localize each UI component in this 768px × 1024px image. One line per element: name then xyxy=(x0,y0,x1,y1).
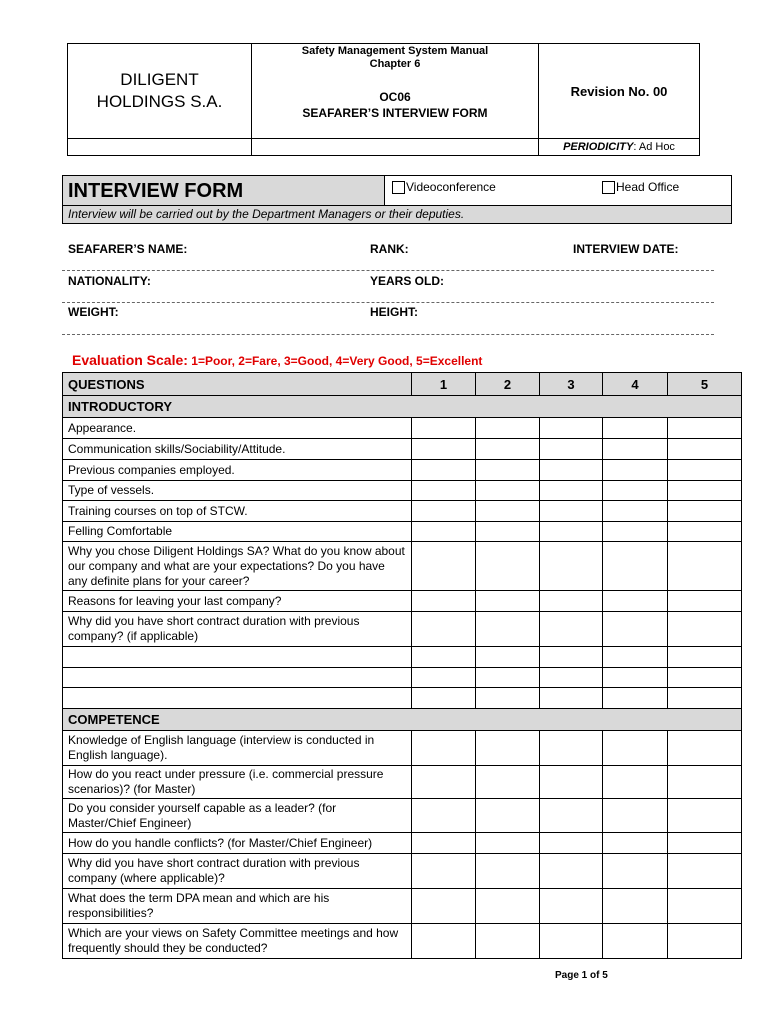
table-row xyxy=(63,460,742,481)
section-header-competence xyxy=(63,709,742,731)
score-cell-2[interactable] xyxy=(476,731,540,766)
question-text: Reasons for leaving your last company? xyxy=(63,591,412,612)
periodicity-value: : Ad Hoc xyxy=(633,141,675,153)
score-cell-5[interactable] xyxy=(668,766,742,799)
score-cell-3[interactable] xyxy=(540,501,603,522)
score-cell-1[interactable] xyxy=(412,668,476,688)
evaluation-scale xyxy=(72,352,482,370)
question-text: Appearance. xyxy=(63,418,412,439)
score-cell-2[interactable] xyxy=(476,854,540,889)
question-text: Training courses on top of STCW. xyxy=(63,501,412,522)
score-cell-5[interactable] xyxy=(668,833,742,854)
score-cell-5[interactable] xyxy=(668,522,742,542)
score-cell-4[interactable] xyxy=(603,799,668,833)
score-cell-3[interactable] xyxy=(540,542,603,591)
field-divider xyxy=(62,270,714,271)
score-cell-4[interactable] xyxy=(603,418,668,439)
score-cell-5[interactable] xyxy=(668,668,742,688)
periodicity-label: PERIODICITY xyxy=(563,141,634,153)
score-cell-4[interactable] xyxy=(603,688,668,709)
score-header-4: 4 xyxy=(603,373,668,396)
score-cell-2[interactable] xyxy=(476,418,540,439)
score-cell-3[interactable] xyxy=(540,854,603,889)
score-cell-2[interactable] xyxy=(476,668,540,688)
score-cell-1[interactable] xyxy=(412,481,476,501)
header-empty-cell xyxy=(252,139,539,155)
score-cell-4[interactable] xyxy=(603,460,668,481)
table-row xyxy=(63,418,742,439)
interview-date-label: INTERVIEW DATE: xyxy=(573,242,679,256)
score-cell-5[interactable] xyxy=(668,924,742,959)
interview-form-title: INTERVIEW FORM xyxy=(63,176,385,206)
table-row xyxy=(63,612,742,647)
score-cell-2[interactable] xyxy=(476,889,540,924)
score-cell-4[interactable] xyxy=(603,612,668,647)
score-cell-4[interactable] xyxy=(603,731,668,766)
score-cell-2[interactable] xyxy=(476,591,540,612)
table-row xyxy=(63,799,742,833)
questions-table xyxy=(62,372,742,959)
interview-method-options xyxy=(385,176,731,206)
table-row xyxy=(63,591,742,612)
score-cell-2[interactable] xyxy=(476,924,540,959)
score-cell-1[interactable] xyxy=(412,854,476,889)
score-header-5: 5 xyxy=(668,373,742,396)
score-cell-2[interactable] xyxy=(476,799,540,833)
question-text: Why you chose Diligent Holdings SA? What do you know about our company and what are your expectations? Do you have any definite plans for your career? xyxy=(63,542,412,591)
score-cell-1[interactable] xyxy=(412,542,476,591)
score-cell-1[interactable] xyxy=(412,460,476,481)
score-cell-1[interactable] xyxy=(412,731,476,766)
score-cell-5[interactable] xyxy=(668,688,742,709)
videoconference-checkbox[interactable] xyxy=(392,181,405,194)
height-label: HEIGHT: xyxy=(370,305,418,319)
question-text: How do you react under pressure (i.e. commercial pressure scenarios)? (for Master) xyxy=(63,766,412,799)
score-cell-3[interactable] xyxy=(540,612,603,647)
score-cell-2[interactable] xyxy=(476,522,540,542)
question-text: How do you handle conflicts? (for Master/Chief Engineer) xyxy=(63,833,412,854)
field-divider xyxy=(62,302,714,303)
score-cell-1[interactable] xyxy=(412,418,476,439)
table-row xyxy=(63,854,742,889)
manual-title: Safety Management System Manual xyxy=(301,45,489,57)
document-header xyxy=(67,43,700,156)
table-row xyxy=(63,542,742,591)
score-cell-3[interactable] xyxy=(540,522,603,542)
videoconference-label: Videoconference xyxy=(406,180,496,194)
score-cell-3[interactable] xyxy=(540,418,603,439)
questions-header: QUESTIONS xyxy=(63,373,412,396)
score-cell-4[interactable] xyxy=(603,766,668,799)
question-text: Knowledge of English language (interview is conducted in English language). xyxy=(63,731,412,766)
score-cell-2[interactable] xyxy=(476,460,540,481)
score-cell-3[interactable] xyxy=(540,591,603,612)
score-cell-5[interactable] xyxy=(668,889,742,924)
question-text: Communication skills/Sociability/Attitude. xyxy=(63,439,412,460)
question-text: Do you consider yourself capable as a leader? (for Master/Chief Engineer) xyxy=(63,799,412,833)
score-cell-1[interactable] xyxy=(412,799,476,833)
chapter-label: Chapter 6 xyxy=(369,58,421,70)
score-cell-2[interactable] xyxy=(476,542,540,591)
score-cell-3[interactable] xyxy=(540,766,603,799)
score-cell-4[interactable] xyxy=(603,854,668,889)
score-cell-2[interactable] xyxy=(476,647,540,668)
score-cell-2[interactable] xyxy=(476,501,540,522)
score-cell-2[interactable] xyxy=(476,481,540,501)
table-row xyxy=(63,668,742,688)
score-cell-5[interactable] xyxy=(668,591,742,612)
score-cell-4[interactable] xyxy=(603,833,668,854)
score-cell-4[interactable] xyxy=(603,668,668,688)
table-row xyxy=(63,647,742,668)
score-cell-5[interactable] xyxy=(668,612,742,647)
evaluation-scale-label: Evaluation Scale: xyxy=(72,352,188,368)
head-office-checkbox[interactable] xyxy=(602,181,615,194)
score-cell-2[interactable] xyxy=(476,439,540,460)
seafarer-name-label: SEAFARER’S NAME: xyxy=(68,242,188,256)
evaluation-scale-values: 1=Poor, 2=Fare, 3=Good, 4=Very Good, 5=Excellent xyxy=(187,354,483,368)
score-cell-4[interactable] xyxy=(603,501,668,522)
score-cell-5[interactable] xyxy=(668,439,742,460)
table-row xyxy=(63,439,742,460)
score-cell-3[interactable] xyxy=(540,731,603,766)
table-row xyxy=(63,522,742,542)
competence-section-title: COMPETENCE xyxy=(63,709,742,731)
questions-table-body xyxy=(63,373,742,959)
score-cell-4[interactable] xyxy=(603,924,668,959)
table-row xyxy=(63,766,742,799)
score-header-2: 2 xyxy=(476,373,540,396)
score-cell-4[interactable] xyxy=(603,591,668,612)
weight-label: WEIGHT: xyxy=(68,305,119,319)
table-row xyxy=(63,731,742,766)
section-header-introductory xyxy=(63,396,742,418)
question-text: Which are your views on Safety Committee meetings and how frequently should they be conducted? xyxy=(63,924,412,959)
score-cell-3[interactable] xyxy=(540,833,603,854)
score-cell-3[interactable] xyxy=(540,889,603,924)
score-cell-5[interactable] xyxy=(668,481,742,501)
table-row xyxy=(63,501,742,522)
score-cell-3[interactable] xyxy=(540,668,603,688)
score-cell-1[interactable] xyxy=(412,688,476,709)
field-divider xyxy=(62,334,714,335)
score-cell-2[interactable] xyxy=(476,833,540,854)
score-cell-1[interactable] xyxy=(412,766,476,799)
question-text xyxy=(63,647,412,668)
score-cell-5[interactable] xyxy=(668,731,742,766)
score-cell-1[interactable] xyxy=(412,647,476,668)
interview-note: Interview will be carried out by the Department Managers or their deputies. xyxy=(63,206,731,223)
table-row xyxy=(63,688,742,709)
company-name xyxy=(68,44,252,139)
score-cell-5[interactable] xyxy=(668,501,742,522)
rank-label: RANK: xyxy=(370,242,409,256)
company-name-line1: DILIGENT xyxy=(120,70,199,89)
introductory-section-title: INTRODUCTORY xyxy=(63,396,742,418)
question-text: Why did you have short contract duration with previous company (where applicable)? xyxy=(63,854,412,889)
score-cell-3[interactable] xyxy=(540,688,603,709)
table-row xyxy=(63,889,742,924)
document-title-block xyxy=(252,44,539,139)
page-number: Page 1 of 5 xyxy=(555,970,608,981)
table-row xyxy=(63,833,742,854)
score-cell-5[interactable] xyxy=(668,418,742,439)
form-title: SEAFARER’S INTERVIEW FORM xyxy=(302,106,488,120)
score-cell-1[interactable] xyxy=(412,833,476,854)
score-cell-1[interactable] xyxy=(412,591,476,612)
videoconference-option[interactable] xyxy=(392,180,496,194)
question-text: Previous companies employed. xyxy=(63,460,412,481)
score-cell-4[interactable] xyxy=(603,542,668,591)
question-text: What does the term DPA mean and which are his responsibilities? xyxy=(63,889,412,924)
score-cell-1[interactable] xyxy=(412,889,476,924)
revision-number: Revision No. 00 xyxy=(539,44,699,139)
table-header-row xyxy=(63,373,742,396)
question-text xyxy=(63,668,412,688)
score-header-3: 3 xyxy=(540,373,603,396)
nationality-label: NATIONALITY: xyxy=(68,274,151,288)
table-row xyxy=(63,924,742,959)
score-cell-3[interactable] xyxy=(540,439,603,460)
score-cell-4[interactable] xyxy=(603,889,668,924)
question-text: Why did you have short contract duration with previous company? (if applicable) xyxy=(63,612,412,647)
score-cell-1[interactable] xyxy=(412,522,476,542)
score-cell-4[interactable] xyxy=(603,522,668,542)
years-old-label: YEARS OLD: xyxy=(370,274,445,288)
head-office-label: Head Office xyxy=(616,180,680,194)
score-cell-2[interactable] xyxy=(476,766,540,799)
score-cell-3[interactable] xyxy=(540,481,603,501)
question-text xyxy=(63,688,412,709)
score-cell-3[interactable] xyxy=(540,647,603,668)
score-cell-5[interactable] xyxy=(668,647,742,668)
periodicity xyxy=(539,139,699,155)
form-code: OC06 xyxy=(379,90,411,104)
question-text: Felling Comfortable xyxy=(63,522,412,542)
score-cell-2[interactable] xyxy=(476,612,540,647)
score-cell-1[interactable] xyxy=(412,501,476,522)
score-cell-5[interactable] xyxy=(668,460,742,481)
interview-form-box xyxy=(62,175,732,224)
score-cell-1[interactable] xyxy=(412,924,476,959)
score-cell-3[interactable] xyxy=(540,460,603,481)
score-cell-4[interactable] xyxy=(603,647,668,668)
score-cell-1[interactable] xyxy=(412,612,476,647)
score-cell-3[interactable] xyxy=(540,799,603,833)
score-cell-1[interactable] xyxy=(412,439,476,460)
question-text: Type of vessels. xyxy=(63,481,412,501)
head-office-option[interactable] xyxy=(602,180,679,194)
score-cell-2[interactable] xyxy=(476,688,540,709)
score-cell-5[interactable] xyxy=(668,799,742,833)
score-cell-3[interactable] xyxy=(540,924,603,959)
table-row xyxy=(63,481,742,501)
header-empty-cell xyxy=(68,139,252,155)
score-cell-5[interactable] xyxy=(668,542,742,591)
score-header-1: 1 xyxy=(412,373,476,396)
score-cell-4[interactable] xyxy=(603,481,668,501)
company-name-line2: HOLDINGS S.A. xyxy=(96,92,223,111)
score-cell-4[interactable] xyxy=(603,439,668,460)
score-cell-5[interactable] xyxy=(668,854,742,889)
